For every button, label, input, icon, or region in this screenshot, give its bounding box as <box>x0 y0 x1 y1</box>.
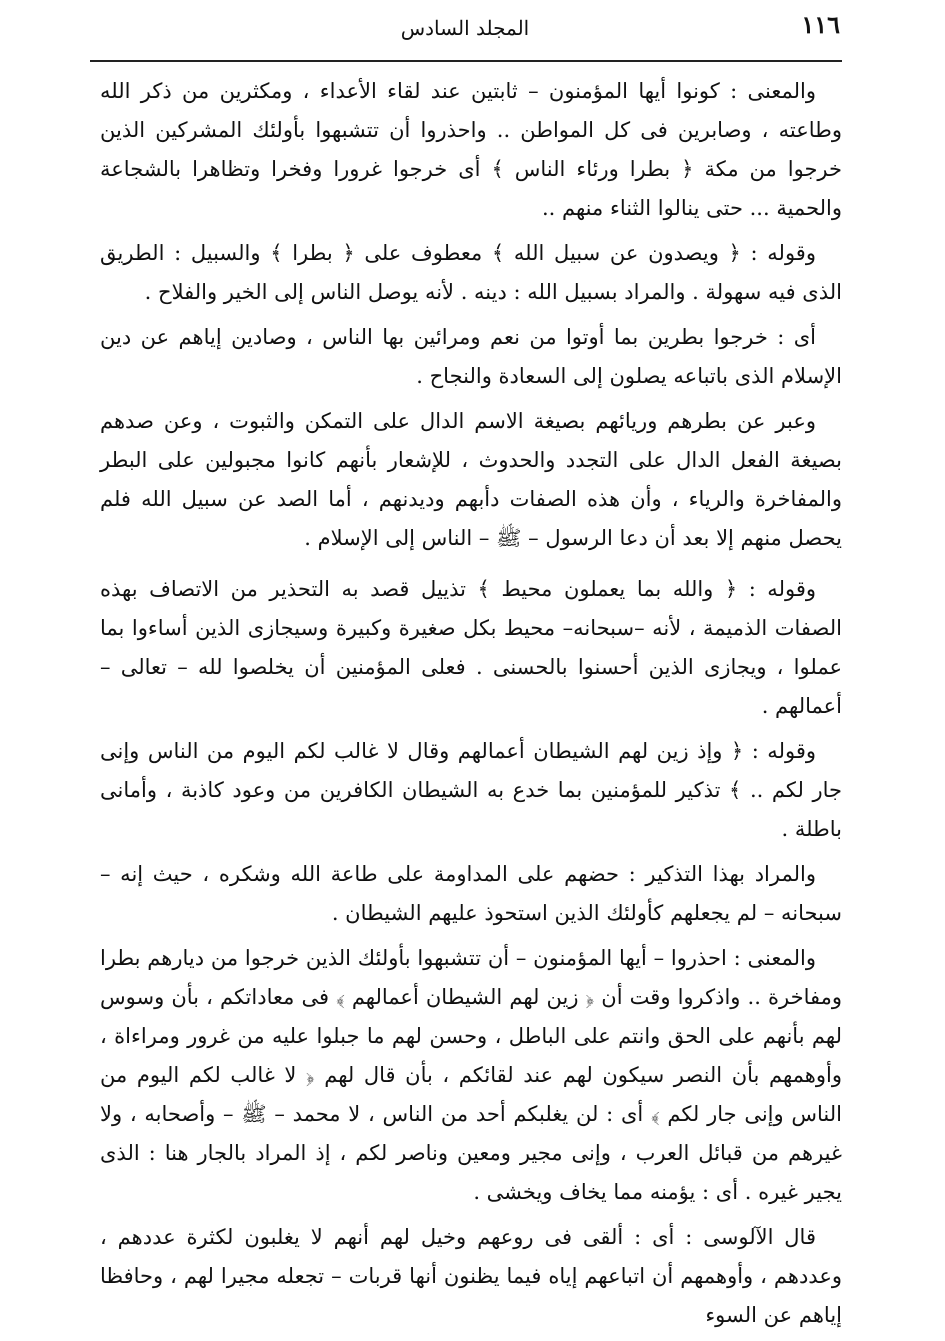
paragraph-7: والمراد بهذا التذكير : حضهم على المداومة على طاعة الله وشكره ، حيث إنه – سبحانه – لم يجعلهم كأولئك الذين استحوذ عليهم الشيطان . <box>100 862 842 925</box>
body-text <box>100 72 842 1341</box>
paragraph-1: والمعنى : كونوا أيها المؤمنون – ثابتين عند لقاء الأعداء ، ومكثرين من ذكر الله وطاعته ، وصابرين فى كل المواطن .. واحذروا أن تتشبهوا بأولئك المشركين الذين خرجوا من مكة ﴿ بطرا ورئاء الناس ﴾ أى خرجوا غرورا وفخرا وتظاهرا بالشجاعة والحمية ... حتى ينالوا الثناء منهم .. <box>100 79 842 220</box>
running-title: المجلد السادس <box>400 16 530 40</box>
paragraph-2: وقوله : ﴿ ويصدون عن سبيل الله ﴾ معطوف على ﴿ بطرا ﴾ والسبيل : الطريق الذى فيه سهولة . والمراد بسبيل الله : دينه . لأنه يوصل الناس إلى الخير والفلاح . <box>100 241 842 304</box>
header-rule <box>90 60 842 62</box>
paragraph-9: قال الآلوسى : أى : ألقى فى روعهم وخيل لهم أنهم لا يغلبون لكثرة عددهم ، وعددهم ، وأوهمهم أن اتباعهم إياه فيما يظنون أنها قربات – تجعله مجيرا لهم ، وحافظا إياهم عن السوء <box>100 1225 842 1327</box>
paragraph-8: والمعنى : احذروا – أيها المؤمنون – أن تتشبهوا بأولئك الذين خرجوا من ديارهم بطرا ومفاخرة .. واذكروا وقت أن ﴿ زين لهم الشيطان أعمالهم ﴾ فى معاداتكم ، بأن وسوس لهم بأنهم على الحق وانتم على الباطل ، وحسن لهم ما جبلوا عليه من غرور ومراءاة ، وأوهمهم بأن النصر سيكون لهم عند لقائكم ، بأن قال لهم ﴿ لا غالب لكم اليوم من الناس وإنى جار لكم ﴾ أى : لن يغلبكم أحد من الناس ، لا محمد – ﷺ – وأصحابه ، ولا غيرهم من قبائل العرب ، وإنى مجير ومعين وناصر لكم ، إذ المراد بالجار هنا : الذى يجير غيره . أى : يؤمنه مما يخاف ويخشى . <box>100 946 842 1204</box>
page-number: ١١٦ <box>801 10 840 39</box>
page-header <box>90 10 840 46</box>
paragraph-5: وقوله : ﴿ والله بما يعملون محيط ﴾ تذييل قصد به التحذير من الاتصاف بهذه الصفات الذميمة ، لأنه –سبحانه– محيط بكل صغيرة وكبيرة وسيجازى الذين أساءوا بما عملوا ، ويجازى الذين أحسنوا بالحسنى . فعلى المؤمنين أن يخلصوا لله – تعالى – أعمالهم . <box>100 577 842 718</box>
paragraph-3: أى : خرجوا بطرين بما أوتوا من نعم ومرائين بها الناس ، وصادين إياهم عن دين الإسلام الذى باتباعه يصلون إلى السعادة والنجاح . <box>100 325 842 388</box>
paragraph-4: وعبر عن بطرهم وريائهم بصيغة الاسم الدال على التمكن والثبوت ، وعن صدهم بصيغة الفعل الدال على التجدد والحدوث ، للإشعار بأنهم كانوا مجبولين على البطر والمفاخرة والرياء ، وأن هذه الصفات دأبهم وديدنهم ، أما الصد عن سبيل الله فلم يحصل منهم إلا بعد أن دعا الرسول – ﷺ – الناس إلى الإسلام . <box>100 409 842 550</box>
paragraph-6: وقوله : ﴿ وإذ زين لهم الشيطان أعمالهم وقال لا غالب لكم اليوم من الناس وإنى جار لكم .. ﴾ تذكير للمؤمنين بما خدع به الشيطان الكافرين من وعود كاذبة ، وأمانى باطلة . <box>100 739 842 841</box>
